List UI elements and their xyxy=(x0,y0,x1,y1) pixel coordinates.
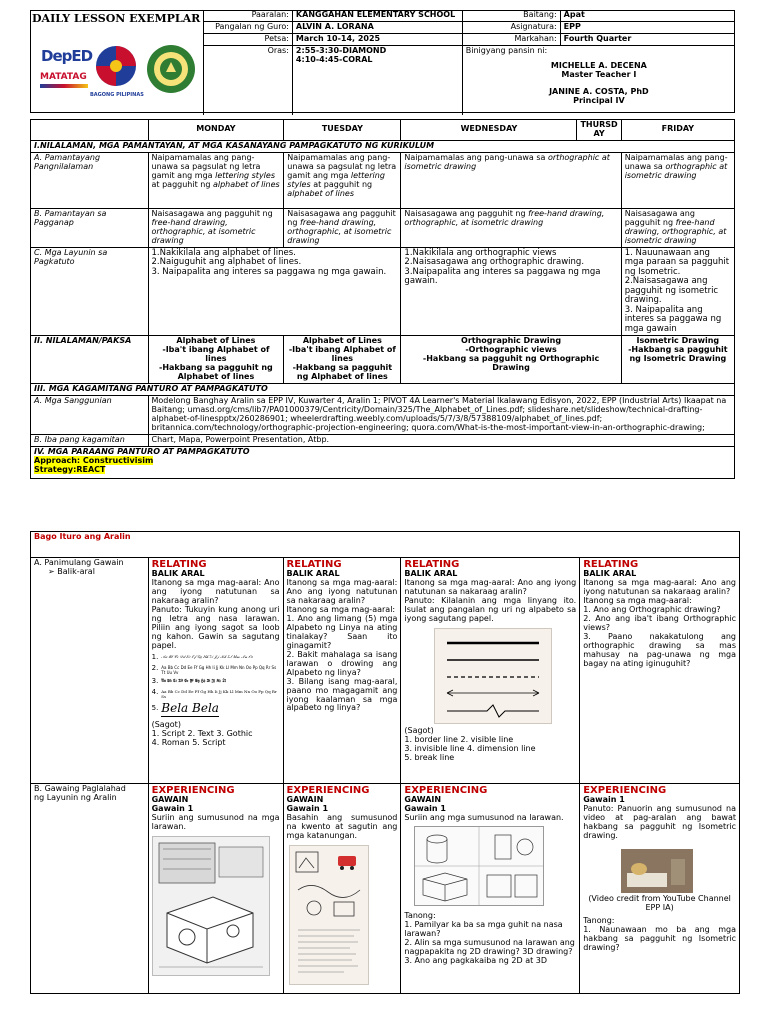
row-c-wed: 1.Nakikilala ang orthographic views 2.Naisasagawa ang orthographic drawing. 3.Naipapalita ang interes sa paggawa ng mga gawain. xyxy=(401,247,621,336)
deped-logo xyxy=(34,42,94,102)
deped-logo-mark xyxy=(38,46,93,68)
date-label: Petsa: xyxy=(204,33,293,45)
row-pa-label-cell xyxy=(31,558,149,784)
approach-text: Approach: Constructivisim xyxy=(34,455,154,465)
row-pb-mon xyxy=(148,784,283,994)
row-b-wed: Naisasagawa ang pagguhit ng free-hand drawing, orthographic, at isometric drawing xyxy=(401,208,621,247)
orthographic-views-image xyxy=(414,826,544,906)
bagong-pilipinas-logo xyxy=(90,44,142,102)
section-4-cell xyxy=(31,446,735,478)
row-b-tue: Naisasagawa ang pagguhit ng free-hand drawing, orthographic, at isometric drawing xyxy=(284,208,401,247)
row-ii-label: II. NILALAMAN/PAKSA xyxy=(31,336,149,384)
corner-cell xyxy=(31,120,149,141)
row-a-label: A. Pamantayang Pangnilalaman xyxy=(31,152,149,208)
relating-fri-heading: RELATING xyxy=(583,559,639,570)
orthographic-views-icon xyxy=(415,827,543,905)
gawain1-mon: Gawain 1 xyxy=(151,804,194,814)
row-iii-b-text: Chart, Mapa, Powerpoint Presentation, Atbp. xyxy=(148,435,735,447)
sample-4-icon: Aa Bb Cc Dd Ee Ff Gg Hh Ii Jj Kk Ll Mm Nn Oo Pp Qq Rr Ss xyxy=(161,688,277,699)
line-types-icon xyxy=(443,635,543,719)
day-tuesday: TUESDAY xyxy=(284,120,401,141)
grade-value: Apat xyxy=(560,10,735,21)
row-pb-wed xyxy=(401,784,580,994)
bago-ituro-label: Bago Ituro ang Aralin xyxy=(34,532,131,541)
day-friday: FRIDAY xyxy=(621,120,734,141)
header-info-table xyxy=(203,10,735,115)
relating-wed-heading: RELATING xyxy=(404,559,460,570)
gawain-tue: GAWAIN xyxy=(286,795,324,805)
relating-tue-heading: RELATING xyxy=(286,559,342,570)
row-b-label: B. Pamantayan sa Pagganap xyxy=(31,208,149,247)
quarter-label: Markahan: xyxy=(462,33,560,45)
gawain-mon: GAWAIN xyxy=(151,795,189,805)
row-a-fri: Naipamamalas ang pang-unawa sa orthographic at isometric drawing xyxy=(621,152,734,208)
matatag-wordmark: MATATAG xyxy=(40,72,87,82)
bagong-pilipinas-text: BAGONG PILIPINAS xyxy=(90,91,144,98)
row-pb-fri xyxy=(580,784,740,994)
row-iii-a-text: Modelong Banghay Aralin sa EPP IV, Kuwarter 4, Aralin 1; PIVOT 4A Learner's Material Ikalawang Edisyon, 2022, EPP (Industrial Arts) Ikaapat na Baitang; umasd.org/cms/lib7/PA01000379/Centricity/Domain/325/The_Alphabet_of_Lines.pdf; slideshare.net/slideshow/technical-drafting-alphabet-of-linespptx/260286901; wheelerdrafting.weebly.com/uploads/5/7/3/8/57388109/alphabet_of_lines.pdf; britannica.com/technology/orthographic-projection-engineering; quora.com/What-is-the-most-important-view-in-an-orthographic-drawing; xyxy=(148,396,735,435)
strategy-text: Strategy:REACT xyxy=(34,464,106,474)
checker1-title: Master Teacher I xyxy=(561,69,637,79)
row-c-fri: 1. Nauunawaan ang mga paraan sa pagguhit ng Isometric. 2.Naisasagawa ang pagguhit ng isometric drawing. 3. Naipapalita ang interes sa paggawa ng mga gawain xyxy=(621,247,734,336)
subject-value: EPP xyxy=(560,21,735,33)
experiencing-tue-heading: EXPERIENCING xyxy=(286,785,370,796)
story-sketch-icon xyxy=(294,850,364,980)
teacher-value: ALVIN A. LORANA xyxy=(292,21,462,33)
fri-questions: Tanong: 1. Naunawaan mo ba ang mga hakbang sa pagguhit ng Isometric drawing? xyxy=(583,915,736,952)
row-ii-fri: Isometric Drawing -Hakbang sa pagguhit ng Isometric Drawing xyxy=(621,336,734,384)
balik-aral-tue: BALIK ARAL xyxy=(286,569,340,579)
experiencing-mon-heading: EXPERIENCING xyxy=(151,785,235,796)
activities-table xyxy=(30,557,740,994)
row-c-montue: 1.Nakikilala ang alphabet of lines. 2.Naiguguhit ang alphabet of lines. 3. Naipapalita ang interes sa paggawa ng mga gawain. xyxy=(148,247,401,336)
mon-answers: (Sagot) 1. Script 2. Text 3. Gothic 4. Roman 5. Script xyxy=(151,719,253,747)
row-a-mon: Naipamamalas ang pang-unawa sa pagsulat ng letra gamit ang mga lettering styles at pagguhit ng alphabet of lines xyxy=(148,152,284,208)
row-b-mon: Naisasagawa ang pagguhit ng free-hand drawing, orthographic, at isometric drawing xyxy=(148,208,284,247)
row-pa-tue xyxy=(283,558,401,784)
video-frame-icon xyxy=(621,849,693,893)
quarter-value: Fourth Quarter xyxy=(560,33,735,45)
row-iii-a-label: A. Mga Sanggunian xyxy=(31,396,149,435)
school-seal-icon xyxy=(146,44,196,94)
row-pa-sub: ➢ Balik-aral xyxy=(48,566,95,576)
matatag-stripe xyxy=(40,84,88,88)
alphabet-lines-image xyxy=(434,628,552,724)
row-iii-b-label: B. Iba pang kagamitan xyxy=(31,435,149,447)
bago-ituro-heading xyxy=(30,531,740,558)
checker1-name: MICHELLE A. DECENA xyxy=(550,60,647,70)
technical-drawing-icon xyxy=(153,837,269,975)
day-wednesday: WEDNESDAY xyxy=(401,120,577,141)
video-thumbnail[interactable] xyxy=(621,849,693,893)
balik-aral-wed: BALIK ARAL xyxy=(404,569,458,579)
mon-activity-text: Suriin ang sumusunod na mga larawan. xyxy=(151,813,280,832)
row-pa-label: A. Panimulang Gawain xyxy=(34,558,124,567)
wed-answers: (Sagot) 1. border line 2. visible line 3. invisible line 4. dimension line 5. break line xyxy=(404,725,536,762)
video-credit: (Video credit from YouTube Channel EPP IA) xyxy=(588,893,731,912)
wed-review-text: Itanong sa mga mag-aaral: Ano ang iyong natutunan sa nakaraag aralin? Panuto: Kilalanin ang mga linyang ito. Isulat ang pangalan ng uri ng alpabeto sa iyong sagutang papel. xyxy=(404,578,577,623)
checked-by-label: Binigyang pansin ni: xyxy=(465,45,548,55)
day-monday: MONDAY xyxy=(148,120,284,141)
row-pa-wed xyxy=(401,558,580,784)
gawain1-fri: Gawain 1 xyxy=(583,795,625,805)
mon-review-text: Itanong sa mga mag-aaral: Ano ang iyong natutunan sa nakaraag aralin? Panuto: Tukuyin kung anong uri ng letra ang nasa larawan. Piliin ang iyong sagot sa loob ng kahon. Gawin sa sagutang papel. xyxy=(151,578,280,650)
wed-questions: Tanong: 1. Pamilyar ka ba sa mga guhit na nasa larawan? 2. Alin sa mga sumusunod na larawan ang nagpapakita ng 2D drawing? 3D drawing? 3. Ano ang pagkakaiba ng 2D at 3D xyxy=(404,911,575,965)
row-c-label: C. Mga Layunin sa Pagkatuto xyxy=(31,247,149,336)
row-ii-mon: Alphabet of Lines -Iba't ibang Alphabet of lines -Hakbang sa pagguhit ng Alphabet of lines xyxy=(148,336,284,384)
row-a-wed: Naipamamalas ang pang-unawa sa orthographic at isometric drawing xyxy=(401,152,621,208)
deped-wordmark: DepED xyxy=(41,47,93,65)
day-thursday: THURSD AY xyxy=(577,120,621,141)
school-label: Paaralan: xyxy=(204,10,293,21)
section-1-heading: I.NILALAMAN, MGA PAMANTAYAN, AT MGA KASANAYANG PAMPAGKATUTO NG KURIKULUM xyxy=(31,140,735,152)
wed-activity-text: Suriin ang mga sumusunod na larawan. xyxy=(404,813,564,823)
gawain1-wed: Gawain 1 xyxy=(404,804,446,814)
tue-activity-text: Basahin ang sumusunod na kwento at sagutin ang mga katanungan. xyxy=(286,813,398,840)
checked-by-cell xyxy=(462,45,735,115)
row-a-tue: Naipamamalas ang pang-unawa sa pagsulat ng letra gamit ang mga lettering styles at pagguhit ng alphabet of lines xyxy=(284,152,401,208)
fri-activity-text: Panuto: Panuorin ang sumusunod na video at pag-aralan ang bawat hakbang sa pagguhit ng Isometric drawing. xyxy=(583,804,736,840)
sample-2-icon: Aa Bb Cc Dd Ee Ff Gg Hh Ii Jj Kk Ll Mm Nn Oo Pp Qq Rr Ss Tt Uu Vv xyxy=(161,664,277,675)
row-ii-wed: Orthographic Drawing -Orthographic views -Hakbang sa pagguhit ng Orthographic Drawing xyxy=(401,336,621,384)
row-pb-tue xyxy=(283,784,401,994)
section-3-heading: III. MGA KAGAMITANG PANTURO AT PAMPAGKATUTO xyxy=(31,384,735,396)
school-value: KANGGAHAN ELEMENTARY SCHOOL xyxy=(292,10,462,21)
row-pa-mon xyxy=(148,558,283,784)
sample-3-icon: 𝔄𝔞 𝔅𝔟 ℭ𝔠 𝔇𝔡 𝔈𝔢 𝔉𝔣 𝔊𝔤 ℌ𝔥 ℑ𝔦 𝔍𝔧 𝔎𝔨 𝔏𝔩 xyxy=(161,677,226,683)
row-pb-label: B. Gawaing Paglalahad ng Layunin ng Aralin xyxy=(31,784,149,994)
tue-review-text: Itanong sa mga mag-aaral: Ano ang iyong natutunan sa nakaraag aralin? Itanong sa mga mag-aaral: 1. Ano ang limang (5) mga Alpabeto ng Linya na ating tinalakay? Saan ito ginagamit? 2. Bakit mahalaga sa isang larawan o drowing ang Alpabeto ng linya? 3. Bilang isang mag-aaral, paano mo magagamit ang iyong kaalaman sa mga alpabeto ng linya? xyxy=(286,578,398,713)
experiencing-wed-heading: EXPERIENCING xyxy=(404,785,488,796)
grade-label: Baitang: xyxy=(462,10,560,21)
gawain-wed: GAWAIN xyxy=(404,795,442,805)
balik-aral-mon: BALIK ARAL xyxy=(151,569,205,579)
mon-lettering-samples: 1. 𝒜𝒶 𝐵𝒷 𝒞𝒸 𝒟𝒹 𝐸𝑒 𝐹𝒻 𝒢𝑔 𝐻𝒽 ℐ𝒾 𝒥𝒿 𝒦𝓀 ℒ𝓁 𝑀𝓂 𝒩𝓃 𝒪𝑜 2. Aa Bb Cc Dd Ee Ff Gg Hh Ii Jj Kk Ll Mm Nn Oo Pp Qq Rr Ss Tt Uu Vv 3. 𝔄𝔞 𝔅𝔟 ℭ𝔠 𝔇𝔡 𝔈𝔢 𝔉𝔣 𝔊𝔤 ℌ𝔥 ℑ𝔦 𝔍𝔧 𝔎𝔨 𝔏𝔩 4. Aa Bb Cc Dd Ee Ff Gg Hh Ii Jj Kk Ll Mm Nn Oo Pp Qq Rr Ss 5. Bela Bela xyxy=(152,654,280,717)
row-ii-tue: Alphabet of Lines -Iba't ibang Alphabet of lines -Hakbang sa pagguhit ng Alphabet of lines xyxy=(284,336,401,384)
document-title: DAILY LESSON EXEMPLAR xyxy=(32,12,201,25)
checker2-title: Principal IV xyxy=(573,95,625,105)
relating-mon-heading: RELATING xyxy=(151,559,207,570)
time-label: Oras: xyxy=(204,45,293,115)
school-seal-logo xyxy=(146,44,196,94)
teacher-label: Pangalan ng Guro: xyxy=(204,21,293,33)
subject-label: Asignatura: xyxy=(462,21,560,33)
time-value: 2:55-3:30-DIAMOND 4:10-4:45-CORAL xyxy=(292,45,462,115)
fri-review-text: Itanong sa mga mag-aaral: Ano ang iyong natutunan sa nakaraag aralin? Itanong sa mga mag-aaral: 1. Ano ang Orthographic drawing? 2. Ano ang iba't ibang Orthographic views? 3. Paano nakakatulong ang orthographic drawing sa mas mahusay na pag-unawa ng mga bagay na ating iginuguhit? xyxy=(583,578,736,668)
checker2-name: JANINE A. COSTA, PhD xyxy=(549,86,649,96)
sample-5-text: Bela Bela xyxy=(161,701,219,716)
date-value: March 10-14, 2025 xyxy=(292,33,462,45)
experiencing-fri-heading: EXPERIENCING xyxy=(583,785,667,796)
story-image xyxy=(289,845,369,985)
row-b-fri: Naisasagawa ang pagguhit ng free-hand drawing, orthographic, at isometric drawing xyxy=(621,208,734,247)
mechanical-drawing-image xyxy=(152,836,270,976)
section-4-heading: IV. MGA PARAANG PANTURO AT PAMPAGKATUTO xyxy=(34,446,250,456)
row-pa-fri xyxy=(580,558,740,784)
lesson-plan-table xyxy=(30,119,735,479)
balik-aral-fri: BALIK ARAL xyxy=(583,569,637,579)
bagong-pilipinas-emblem-icon xyxy=(90,44,142,90)
gawain1-tue: Gawain 1 xyxy=(286,804,329,814)
sample-1-icon: 𝒜𝒶 𝐵𝒷 𝒞𝒸 𝒟𝒹 𝐸𝑒 𝐹𝒻 𝒢𝑔 𝐻𝒽 ℐ𝒾 𝒥𝒿 𝒦𝓀 ℒ𝓁 𝑀𝓂 𝒩𝓃 𝒪𝑜 xyxy=(161,653,253,659)
